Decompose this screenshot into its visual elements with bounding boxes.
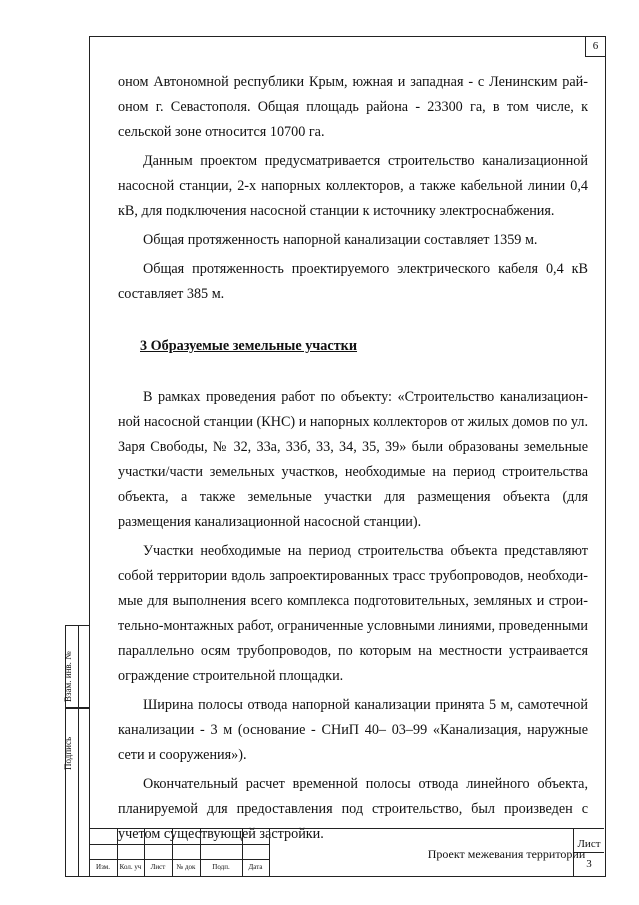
paragraph: Ширина полосы отвода напорной канализации принята 5 м, самотечной канализации - 3 м (основание - СНиП 40– 03–99 «Канализация, наружные сети и сооружения»).	[118, 697, 588, 763]
project-title: Проект межевания территории	[427, 847, 586, 861]
col-kol-uch: Кол. уч	[119, 863, 142, 871]
paragraph: оном Автономной республики Крым, южная и западная - с Ленинским рай-оном г. Севастополя. Общая площадь района - 23300 га, в том числе, к сельской зоне относится 10700 га.	[118, 74, 588, 140]
paragraph: Общая протяженность проектируемого электрического кабеля 0,4 кВ составляет 385 м.	[118, 261, 588, 302]
col-list: Лист	[150, 863, 166, 871]
paragraph: Данным проектом предусматривается строительство канализационной насосной станции, 2-х напорных коллекторов, а также кабельной линии 0,4 кВ, для подключения насосной станции к источнику электроснабжения.	[118, 153, 588, 219]
sheet-label: Лист	[577, 838, 601, 850]
document-body	[118, 70, 588, 847]
stamp-strip-podpis	[65, 707, 90, 877]
podpis-label: Подпись	[63, 736, 73, 770]
sheet-number: 3	[586, 858, 592, 870]
col-data: Дата	[248, 863, 263, 871]
paragraph: Общая протяженность напорной канализации составляет 1359 м.	[143, 232, 538, 248]
col-n-dok: № док	[176, 863, 196, 871]
section-heading: 3 Образуемые земельные участки	[140, 338, 358, 354]
col-podp: Подп.	[212, 863, 230, 871]
vzam-inv-label: Взам. инв. №	[63, 651, 73, 702]
paragraph: В рамках проведения работ по объекту: «Строительство канализацион-ной насосной станции (КНС) и напорных коллекторов от жилых домов по ул. Заря Свободы, № 32, 33а, 33б, 33, 34, 35, 39» были образованы земельные участки/части земельных участков, необходимые на период строительства объекта, а также земельные участки для размещения объекта (для размещения канализационной насосной станции).	[118, 389, 588, 530]
title-block	[89, 828, 604, 876]
paragraph: Окончательный расчет временной полосы отвода линейного объекта, планируемой для предоставления под строительство, был произведен с учетом существующей застройки.	[118, 776, 588, 842]
paragraph: Участки необходимые на период строительства объекта представляют собой территории вдоль запроектированных трасс трубопроводов, необходи-мые для выполнения всего комплекса подготовительных, земляных и строи-тельно-монтажных работ, ограниченные условными линиями, проведенными параллельно осям трубопроводов, по которым на местности устраивается ограждение строительной площадки.	[118, 543, 588, 684]
page-number: 6	[585, 36, 605, 57]
col-izm: Изм.	[96, 863, 110, 871]
